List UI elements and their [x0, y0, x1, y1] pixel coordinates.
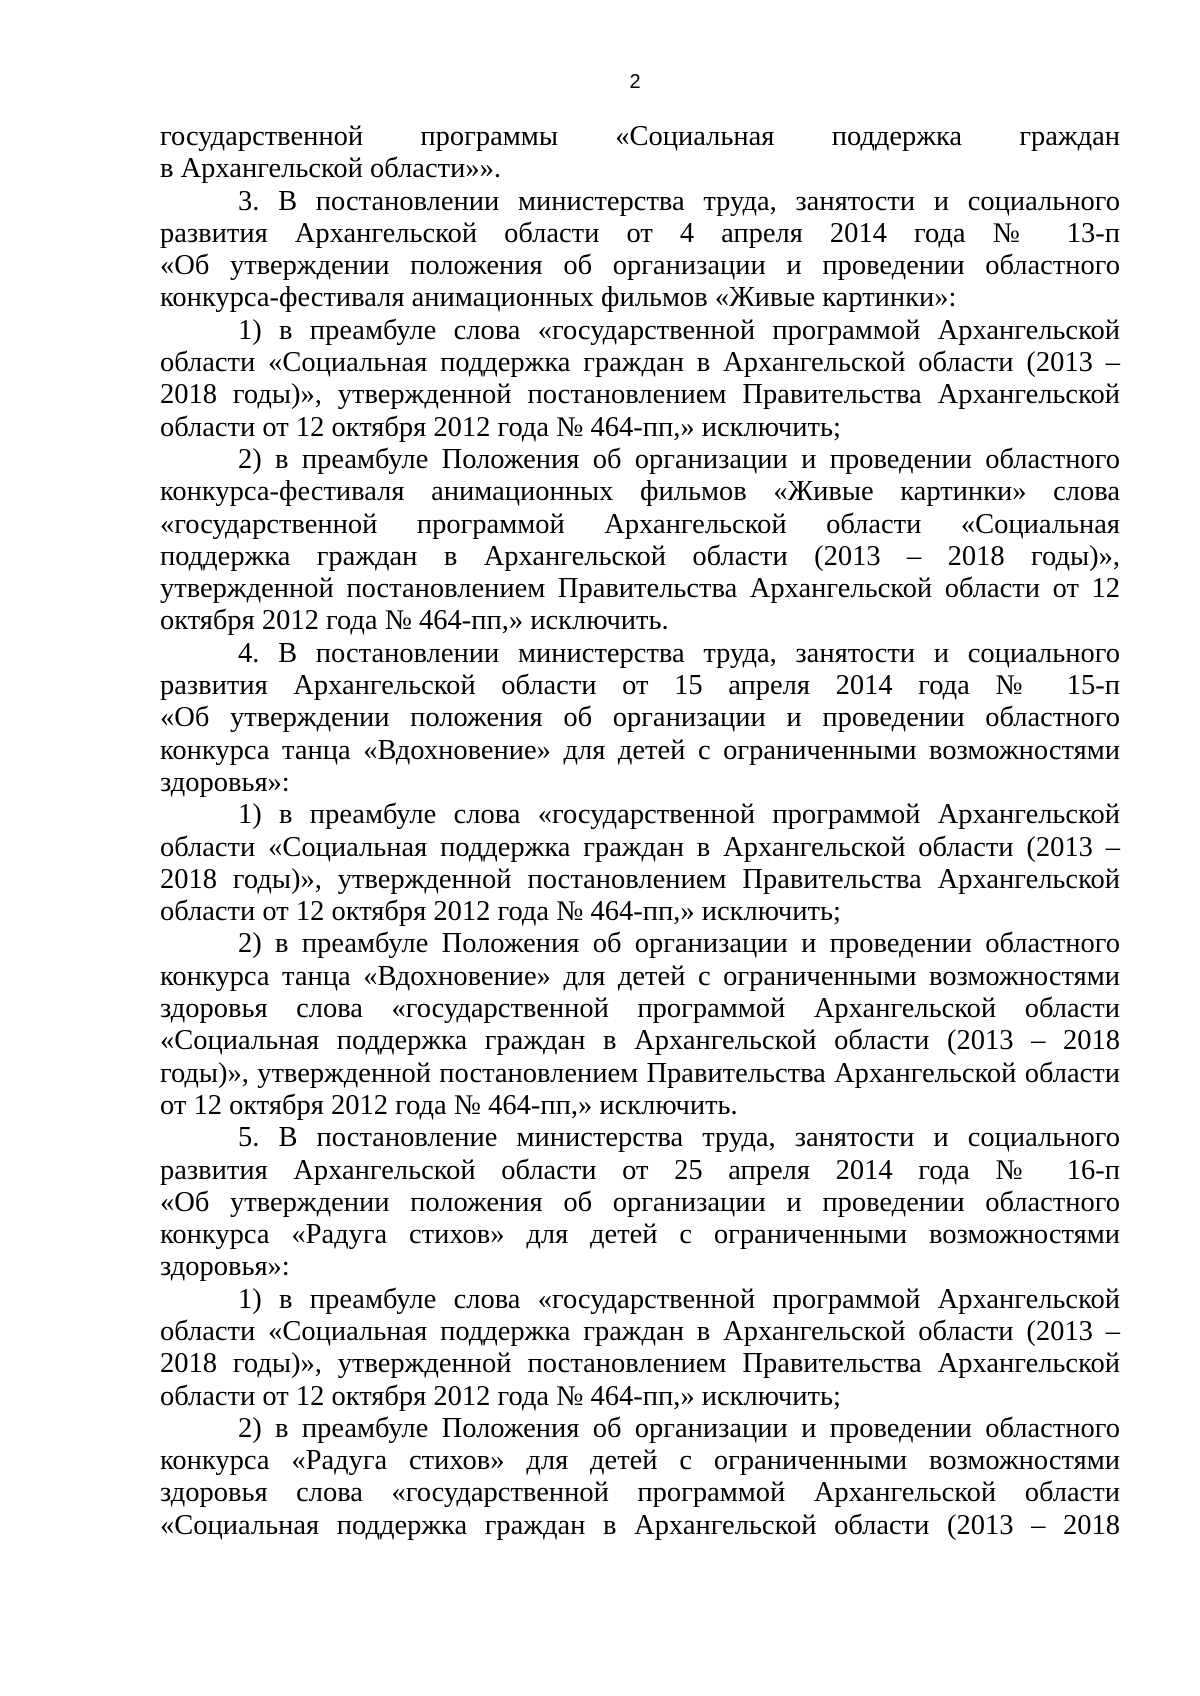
text-line: 2018 годы)», утвержденной постановлением Правительства Архангельской	[160, 863, 1120, 895]
text-line: 2) в преамбуле Положения об организации и проведении областного	[238, 928, 1120, 960]
text-line: поддержка граждан в Архангельской области (2013 – 2018 годы)»,	[160, 540, 1120, 572]
text-line: развития Архангельской области от 25 апреля 2014 года № 16-п	[160, 1154, 1120, 1186]
text-line: «государственной программой Архангельской области «Социальная	[160, 508, 1120, 540]
text-line: «Социальная поддержка граждан в Архангельской области (2013 – 2018	[160, 1509, 1120, 1541]
text-line: 1) в преамбуле слова «государственной программой Архангельской	[238, 1283, 1120, 1315]
text-line: государственной программы «Социальная поддержка граждан	[160, 121, 1120, 152]
text-line: области «Социальная поддержка граждан в Архангельской области (2013 –	[160, 1315, 1120, 1347]
text-line: области «Социальная поддержка граждан в Архангельской области (2013 –	[160, 831, 1120, 863]
text-line: области от 12 октября 2012 года № 464-пп,» исключить;	[160, 1380, 841, 1412]
text-line: 1) в преамбуле слова «государственной программой Архангельской	[238, 799, 1120, 831]
text-line: развития Архангельской области от 15 апреля 2014 года № 15-п	[160, 670, 1120, 702]
text-line: области от 12 октября 2012 года № 464-пп,» исключить;	[160, 896, 841, 928]
text-line: 2) в преамбуле Положения об организации и проведении областного	[238, 443, 1120, 475]
text-line: 2018 годы)», утвержденной постановлением Правительства Архангельской	[160, 379, 1120, 411]
text-line: конкурса-фестиваля анимационных фильмов «Живые картинки»:	[160, 282, 957, 314]
text-line: области «Социальная поддержка граждан в Архангельской области (2013 –	[160, 347, 1120, 379]
text-line: 5. В постановление министерства труда, занятости и социального	[238, 1122, 1120, 1154]
text-line: от 12 октября 2012 года № 464-пп,» исключить.	[160, 1089, 738, 1121]
text-line: утвержденной постановлением Правительства Архангельской области от 12	[160, 573, 1120, 605]
text-line: конкурса «Радуга стихов» для детей с ограниченными возможностями	[160, 1219, 1120, 1251]
text-line: 2) в преамбуле Положения об организации и проведении областного	[238, 1412, 1120, 1444]
text-line: «Об утверждении положения об организации и проведении областного	[160, 702, 1120, 734]
text-line: в Архангельской области»».	[160, 153, 501, 185]
text-line: конкурса-фестиваля анимационных фильмов «Живые картинки» слова	[160, 476, 1120, 508]
text-line: годы)», утвержденной постановлением Правительства Архангельской области	[160, 1057, 1120, 1089]
text-line: здоровья»:	[160, 766, 290, 798]
text-line: здоровья слова «государственной программой Архангельской области	[160, 1477, 1120, 1509]
text-line: развития Архангельской области от 4 апреля 2014 года № 13-п	[160, 217, 1120, 249]
text-line: здоровья»:	[160, 1251, 290, 1283]
text-line: конкурса танца «Вдохновение» для детей с ограниченными возможностями	[160, 734, 1120, 766]
text-line: «Об утверждении положения об организации и проведении областного	[160, 1186, 1120, 1218]
text-line: «Об утверждении положения об организации и проведении областного	[160, 250, 1120, 282]
text-line: области от 12 октября 2012 года № 464-пп,» исключить;	[160, 411, 841, 443]
text-line: 3. В постановлении министерства труда, занятости и социального	[238, 185, 1120, 217]
text-line: 2018 годы)», утвержденной постановлением Правительства Архангельской	[160, 1348, 1120, 1380]
text-line: здоровья слова «государственной программой Архангельской области	[160, 993, 1120, 1025]
text-line: 1) в преамбуле слова «государственной программой Архангельской	[238, 314, 1120, 346]
text-line: «Социальная поддержка граждан в Архангельской области (2013 – 2018	[160, 1025, 1120, 1057]
document-body	[160, 121, 1120, 1542]
text-line: конкурса «Радуга стихов» для детей с ограниченными возможностями	[160, 1445, 1120, 1477]
text-line: 4. В постановлении министерства труда, занятости и социального	[238, 637, 1120, 669]
page-number: 2	[629, 71, 641, 93]
text-line: конкурса танца «Вдохновение» для детей с ограниченными возможностями	[160, 960, 1120, 992]
text-line: октября 2012 года № 464-пп,» исключить.	[160, 605, 669, 637]
